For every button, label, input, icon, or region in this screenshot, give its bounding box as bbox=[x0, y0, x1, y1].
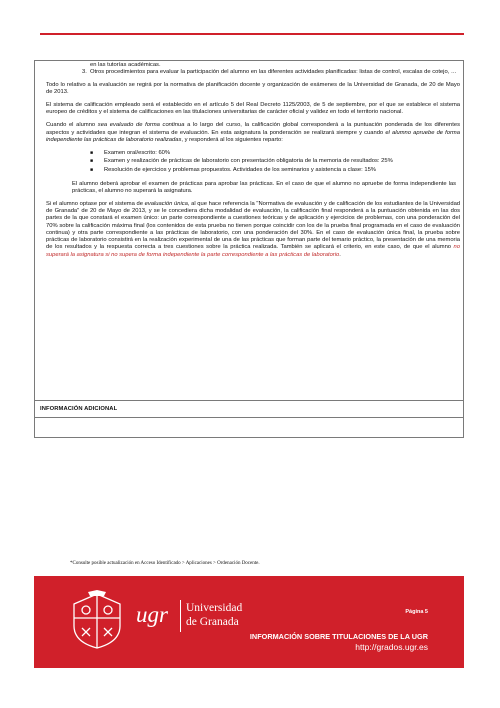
paragraph-evaluacion-unica: Si el alumno optase por el sistema de evaluación única, al que hace referencia la "Normativa de evaluación y de calificación de los estudiantes de la Universidad de Granada" de 20 de Mayo de 2013, y se le concediera dicha modalidad de evaluación, la calificación final responderá a la puntuación obtenida en las dos partes de la que constará el examen único: un parte correspondiente a cuestiones teóricas y de aplicación y ejercicios de problemas, con una ponderación del 70% sobre la calificación máxima final (los contenidos de esta prueba no tienen porque coincidir con los de la prueba final programada en el caso de evaluación continua) y otra parte correspondiente a las prácticas de laboratorio, con una ponderación del 30%. En el caso de evaluación única final, la prueba sobre prácticas de laboratorio consistirá en la realización experimental de una de las prácticas que forman parte del temario práctico, la presentación de una memoria de los resultados y la respuesta correcta a tres cuestiones sobre la práctica realizada. También se aplicará el criterio, en este caso, de que el alumno no superará la asignatura si no supera de forma independiente la parte correspondiente a las prácticas de laboratorio. bbox=[46, 200, 461, 258]
grading-list bbox=[46, 150, 460, 175]
list-item: ■ Resolución de ejercicios y problemas propuestos. Actividades de los seminarios y asistencia a clase: 15% bbox=[90, 167, 376, 174]
footnote: *Consulte posible actualización en Acceso Identificado > Aplicaciones > Ordenación Docente. bbox=[70, 561, 260, 566]
paragraph-sistema: El sistema de calificación empleado será el establecido en el artículo 5 del Real Decreto 1125/2003, de 5 de septiembre, por el que se establece el sistema europeo de créditos y el sistema de calificaciones en las titulaciones universitarias de carácter oficial y validez en todo el territorio nacional. bbox=[46, 102, 460, 116]
logo-separator bbox=[180, 600, 181, 632]
list-text: Otros procedimientos para evaluar la participación del alumno en las diferentes actividades planificadas: listas de control, escalas de cotejo, … bbox=[90, 69, 457, 76]
university-seal-icon bbox=[68, 590, 126, 650]
list-item: ■ Examen oral/escrito: 60% bbox=[90, 149, 171, 156]
logo-university-name: Universidad de Granada bbox=[186, 602, 243, 628]
list-item-3 bbox=[46, 69, 460, 76]
emphasis-text: el alumno apruebe de forma independiente las prácticas de laboratorio realizadas bbox=[46, 129, 460, 143]
section-divider bbox=[34, 417, 464, 418]
logo-ugr-text: ugr bbox=[136, 602, 168, 627]
section-divider bbox=[34, 400, 464, 401]
emphasis-red-text: no superará la asignatura si no supera de forma independiente la parte correspondiente a las prácticas de laboratorio bbox=[46, 244, 460, 258]
paragraph-normativa: Todo lo relativo a la evaluación se regirá por la normativa de planificación docente y organización de exámenes de la Universidad de Granada, de 20 de Mayo de 2013. bbox=[46, 82, 460, 96]
footer-banner bbox=[34, 576, 464, 668]
paragraph-practicas: El alumno deberá aprobar el examen de prácticas para aprobar las prácticas. En el caso de que el alumno no apruebe de forma independiente las prácticas, el alumno no superará la asignatura. bbox=[72, 180, 456, 194]
header-red-rule bbox=[40, 33, 464, 35]
footer-url-link[interactable]: http://grados.ugr.es bbox=[355, 642, 428, 652]
footer-title: INFORMACIÓN SOBRE TITULACIONES DE LA UGR bbox=[249, 632, 428, 641]
emphasis-text: sea evaluado de forma continua bbox=[97, 122, 185, 129]
additional-info-heading: INFORMACIÓN ADICIONAL bbox=[40, 406, 118, 412]
list-number: 3. bbox=[82, 69, 87, 76]
list-continuation: en las tutorías académicas. bbox=[90, 62, 161, 68]
emphasis-text: evaluación única bbox=[144, 200, 188, 207]
bullet-icon: ■ bbox=[90, 167, 94, 174]
page-number: Página 5 bbox=[405, 609, 428, 615]
paragraph-continua: Cuando el alumno sea evaluado de forma continua a lo largo del curso, la calificación global corresponderá a la puntuación ponderada de los diferentes aspectos y actividades que integran el sistema de evaluación. En esta asignatura la ponderación se realizará siempre y cuando el alumno apruebe de forma independiente las prácticas de laboratorio realizadas, y responderá al los siguientes reparto: bbox=[46, 122, 460, 143]
evaluation-section bbox=[46, 62, 460, 265]
bullet-icon: ■ bbox=[90, 158, 94, 165]
list-item: ■ Examen y realización de prácticas de laboratorio con presentación obligatoria de la memoria de resultados: 25% bbox=[90, 158, 393, 165]
bullet-icon: ■ bbox=[90, 149, 94, 156]
